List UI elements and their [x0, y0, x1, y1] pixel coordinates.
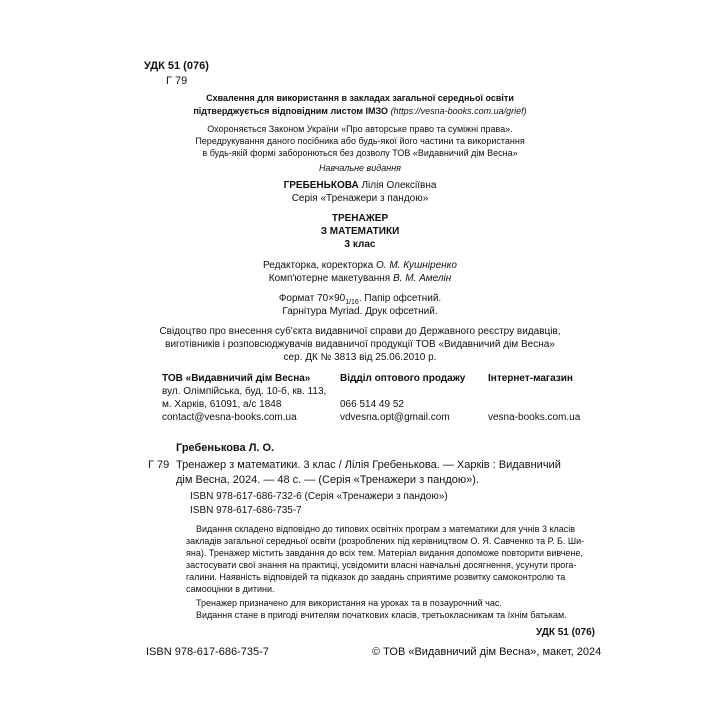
format-line — [0, 293, 720, 306]
shop-spacer — [488, 385, 580, 411]
publisher-email[interactable]: contact@vesna-books.com.ua — [162, 412, 297, 423]
author-surname: ГРЕБЕНЬКОВА — [283, 180, 359, 191]
footer-copyright: © ТОВ «Видавничий дім Весна», макет, 2024 — [372, 646, 602, 658]
layout-line — [0, 273, 720, 284]
copyright-notice-line-2: Передрукування даного посібника або будь-якої його частини та використання — [195, 136, 525, 146]
editor-name: О. М. Кушніренко — [376, 260, 457, 271]
annotation-paragraph-2 — [186, 597, 596, 621]
shop-heading: Інтернет-магазин — [488, 373, 573, 384]
layout-label: Комп'ютерне макетування — [268, 273, 391, 284]
biblio-author: Гребенькова Л. О. — [176, 442, 275, 454]
series-line: Серія «Тренажери з пандою» — [291, 193, 429, 204]
editor-line — [0, 260, 720, 271]
annotation-line: застосувати свої знання на практиці, усвідомити власні навчальні досягнення, усунути прога- — [186, 560, 577, 570]
footer-isbn: ISBN 978-617-686-735-7 — [146, 646, 269, 658]
wholesale-phone: 066 514 49 52 — [340, 399, 404, 410]
format-size: Формат 70×90 — [278, 293, 346, 304]
format-paper: . Папір офсетний. — [358, 293, 442, 304]
title-line-3: 3 клас — [344, 239, 376, 250]
format-fraction: 1/16 — [345, 299, 359, 306]
shop-site[interactable]: vesna-books.com.ua — [488, 412, 581, 423]
author-name: Лілія Олексіївна — [361, 180, 437, 191]
publisher-contacts — [162, 372, 326, 424]
biblio-isbn-2: ISBN 978-617-686-735-7 — [190, 505, 302, 516]
title-line-1: ТРЕНАЖЕР — [331, 213, 389, 224]
publisher-address-2: м. Харків, 61091, а/с 1848 — [162, 399, 282, 410]
approval-line-2-text: підтверджується відповідним листом ІМЗО — [193, 106, 389, 116]
layout-name: В. М. Амелін — [392, 273, 452, 284]
udk-code-top: УДК 51 (076) — [144, 60, 209, 72]
author-line — [0, 180, 720, 191]
approval-link[interactable]: (https://vesna-books.com.ua/grief) — [390, 106, 527, 116]
biblio-description-2: дім Весна, 2024. — 48 с. — (Серія «Тренажери з пандою»). — [176, 474, 479, 486]
biblio-description-1: Тренажер з математики. 3 клас / Лілія Гребенькова. — Харків : Видавничий — [176, 459, 561, 471]
wholesale-email[interactable]: vdvesna.opt@gmail.com — [340, 412, 450, 423]
annotation-line: Видання стане в пригоді вчителям початкових класів, третьокласникам та їхнім батькам. — [196, 610, 567, 620]
annotation-line: Тренажер призначено для використання на уроках та в позаурочний час. — [196, 598, 502, 608]
certificate-line-1: Свідоцтво про внесення суб'єкта видавничої справи до Державного реєстру видавців, — [159, 326, 561, 337]
approval-line-1: Схвалення для використання в закладах загальної середньої освіти — [206, 93, 514, 103]
certificate-line-2: виготівників і розповсюджувачів видавничої продукції ТОВ «Видавничий дім Весна» — [165, 339, 555, 350]
annotation-line: Видання складено відповідно до типових освітніх програм з математики для учнів 3 класів — [196, 524, 576, 534]
publisher-heading: ТОВ «Видавничий дім Весна» — [162, 373, 311, 384]
shop-contacts — [488, 372, 580, 424]
udk-code-bottom: УДК 51 (076) — [536, 627, 595, 638]
title-line-2: З МАТЕМАТИКИ — [320, 226, 400, 237]
biblio-code: Г 79 — [148, 459, 170, 471]
wholesale-spacer — [340, 385, 465, 398]
annotation-line: галини. Наявність відповідей та підказок до завдань сприятиме розвитку самоконтролю та — [186, 572, 566, 582]
annotation-paragraph-1 — [186, 523, 596, 595]
library-code-top: Г 79 — [166, 75, 188, 87]
biblio-isbn-1: ISBN 978-617-686-732-6 (Серія «Тренажери з пандою») — [190, 491, 448, 502]
editor-label: Редакторка, коректорка — [263, 260, 374, 271]
edition-type: Навчальне видання — [319, 163, 401, 173]
wholesale-contacts — [340, 372, 465, 424]
typeface-line: Гарнітура Myriad. Друк офсетний. — [282, 306, 438, 317]
wholesale-heading: Відділ оптового продажу — [340, 373, 466, 384]
annotation-line: яна). Тренажер містить завдання до всіх тем. Матеріал видання допоможе повторити вивчене, — [186, 548, 583, 558]
copyright-notice-line-3: в будь-якій формі заборонються без дозволу ТОВ «Видавничий дім Весна» — [202, 148, 518, 158]
publisher-address-1: вул. Олімпійська, буд. 10-б, кв. 113, — [162, 386, 327, 397]
approval-line-2 — [0, 106, 720, 116]
annotation-line: закладів загальної середньої освіти (розроблених під керівництвом О. Я. Савченко та Р. Б. Ши- — [186, 536, 585, 546]
certificate-line-3: сер. ДК № 3813 від 25.06.2010 р. — [283, 352, 437, 363]
annotation-line: самооцінки в дитини. — [186, 584, 275, 594]
copyright-notice-line-1: Охороняється Законом України «Про авторське право та суміжні права». — [207, 124, 513, 134]
